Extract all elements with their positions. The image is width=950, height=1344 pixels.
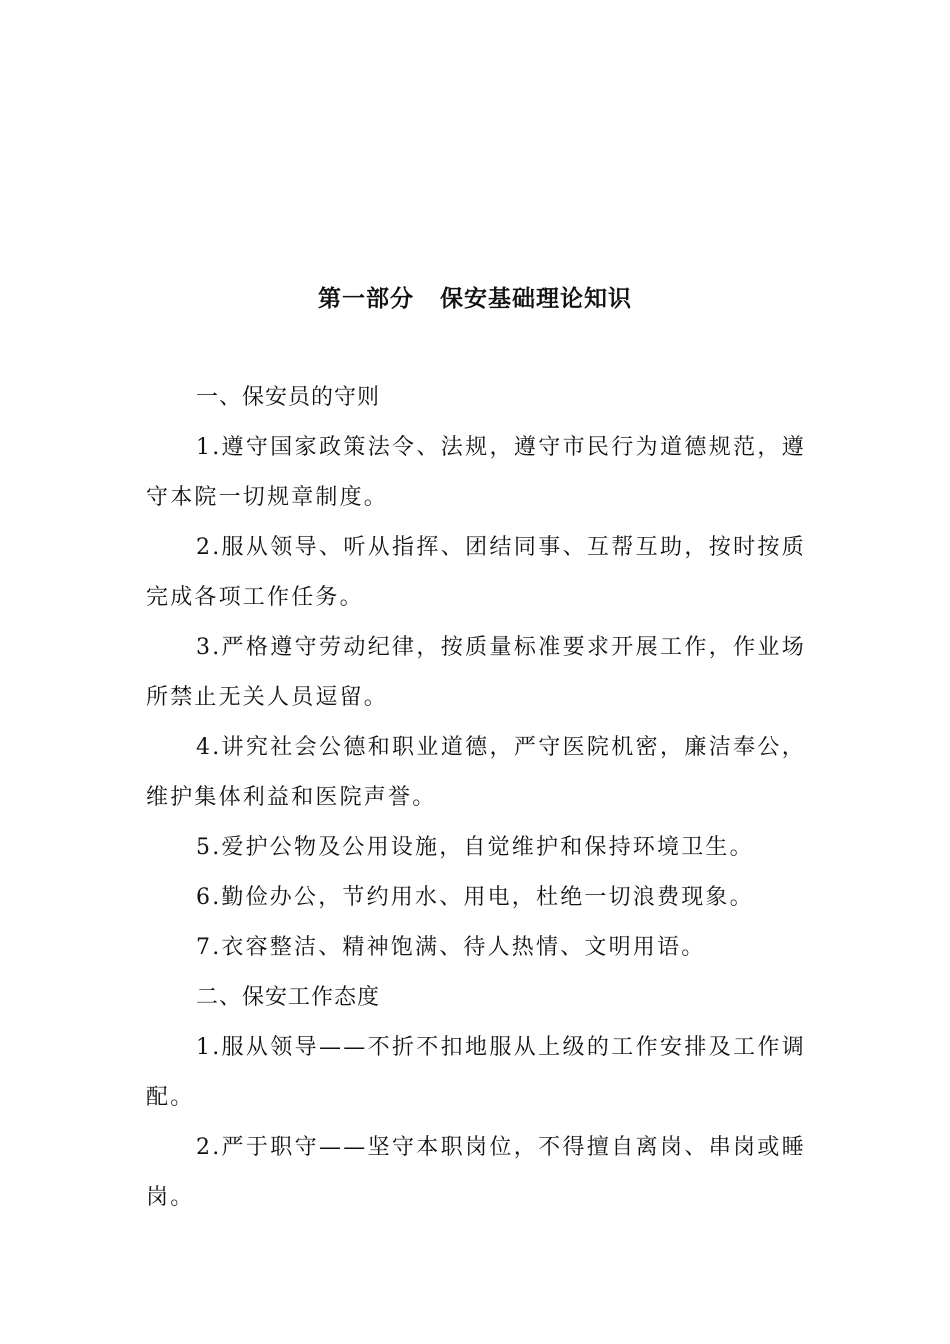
attitude-item: 2.严于职守——坚守本职岗位，不得擅自离岗、串岗或睡岗。 [146, 1135, 806, 1210]
document-title [0, 282, 950, 316]
rule-item: 4.讲究社会公德和职业道德，严守医院机密，廉洁奉公，维护集体利益和医院声誉。 [146, 735, 806, 810]
title-main-text: 保安基础理论知识 [440, 286, 632, 312]
title-part-label: 第一部分 [318, 286, 414, 312]
rule-item: 3.严格遵守劳动纪律，按质量标准要求开展工作，作业场所禁止无关人员逗留。 [146, 635, 806, 710]
attitude-item: 1.服从领导——不折不扣地服从上级的工作安排及工作调配。 [146, 1035, 806, 1110]
rule-item: 1.遵守国家政策法令、法规，遵守市民行为道德规范，遵守本院一切规章制度。 [146, 435, 806, 510]
rule-item: 2.服从领导、听从指挥、团结同事、互帮互助，按时按质完成各项工作任务。 [146, 535, 806, 610]
rule-item: 7.衣容整洁、精神饱满、待人热情、文明用语。 [196, 935, 706, 960]
section-heading: 一、保安员的守则 [196, 385, 381, 410]
document-body [146, 373, 806, 1223]
rule-item: 6.勤俭办公，节约用水、用电，杜绝一切浪费现象。 [196, 885, 754, 910]
rule-item: 5.爱护公物及公用设施，自觉维护和保持环境卫生。 [196, 835, 754, 860]
section-heading: 二、保安工作态度 [196, 985, 381, 1010]
